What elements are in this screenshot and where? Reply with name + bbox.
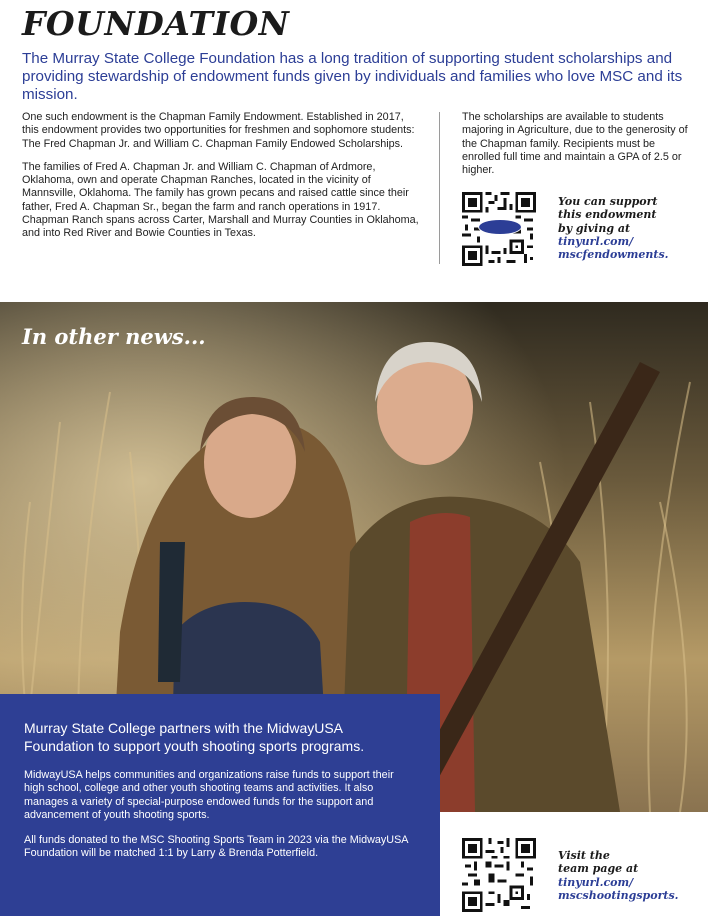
endowment-description bbox=[22, 111, 422, 251]
support-line-2: this endowment bbox=[558, 208, 657, 222]
midwayusa-paragraph-2: All funds donated to the MSC Shooting Sports Team in 2023 via the MidwayUSA Foundation will be matched 1:1 by Larry & Brenda Potterfield. bbox=[24, 834, 408, 860]
foundation-logo-badge bbox=[478, 219, 522, 235]
news-heading: In other news... bbox=[22, 324, 206, 349]
visit-line-1: Visit the bbox=[558, 849, 610, 862]
midwayusa-heading: Murray State College partners with the MidwayUSA Foundation to support youth shooting sports programs. bbox=[24, 720, 365, 754]
team-link-part-1[interactable]: tinyurl.com/ bbox=[558, 875, 634, 889]
endowment-support-callout bbox=[558, 195, 669, 261]
page-title: FOUNDATION bbox=[22, 4, 290, 43]
support-line-3: by giving at bbox=[558, 221, 631, 235]
support-line-1: You can support bbox=[558, 195, 658, 208]
visit-line-2: team page at bbox=[558, 862, 639, 876]
midwayusa-paragraph-1: MidwayUSA helps communities and organizations raise funds to support their high school, college and other youth shooting teams and activities. It also manages a variety of special-purpose endowed funds for the support and advancement of youth shooting sports. bbox=[24, 769, 394, 821]
endowment-link-part-1[interactable]: tinyurl.com/ bbox=[558, 234, 634, 248]
midwayusa-info-box bbox=[0, 694, 440, 916]
intro-paragraph: The Murray State College Foundation has a long tradition of supporting student scholarships and providing stewardship of endowment funds given by individuals and families who love MSC and its mission. bbox=[22, 50, 683, 103]
column-divider bbox=[439, 112, 440, 264]
endowment-link-part-2[interactable]: mscfendowments. bbox=[558, 248, 669, 262]
endowment-paragraph-1: One such endowment is the Chapman Family Endowment. Established in 2017, this endowment provides two opportunities for freshmen and sophomore students: The Fred Chapman Jr. and William C. Chapman Family Endowed Scholarships. bbox=[22, 111, 415, 150]
team-link-part-2[interactable]: mscshootingsports. bbox=[558, 888, 679, 902]
shooting-sports-qr-code[interactable] bbox=[462, 838, 536, 912]
team-page-callout bbox=[558, 849, 678, 902]
endowment-qr-code[interactable] bbox=[462, 192, 536, 266]
scholarship-note: The scholarships are available to students majoring in Agriculture, due to the generosity of the Chapman family. Recipients must be enrolled full time and maintain a GPA of 2.5 or higher. bbox=[462, 111, 688, 177]
endowment-paragraph-2: The families of Fred A. Chapman Jr. and William C. Chapman of Ardmore, Oklahoma, own and operate Chapman Ranches, located in the vicinity of Mannsville, Oklahoma. The family has grown pecans and raised cattle since their father, Fred A. Chapman Sr., began the farm and ranch operations in 1917. Chapman Ranch spans across Carter, Marshall and Murray Counties in Oklahoma, and into Red River and Bowie Counties in Texas. bbox=[22, 160, 419, 240]
